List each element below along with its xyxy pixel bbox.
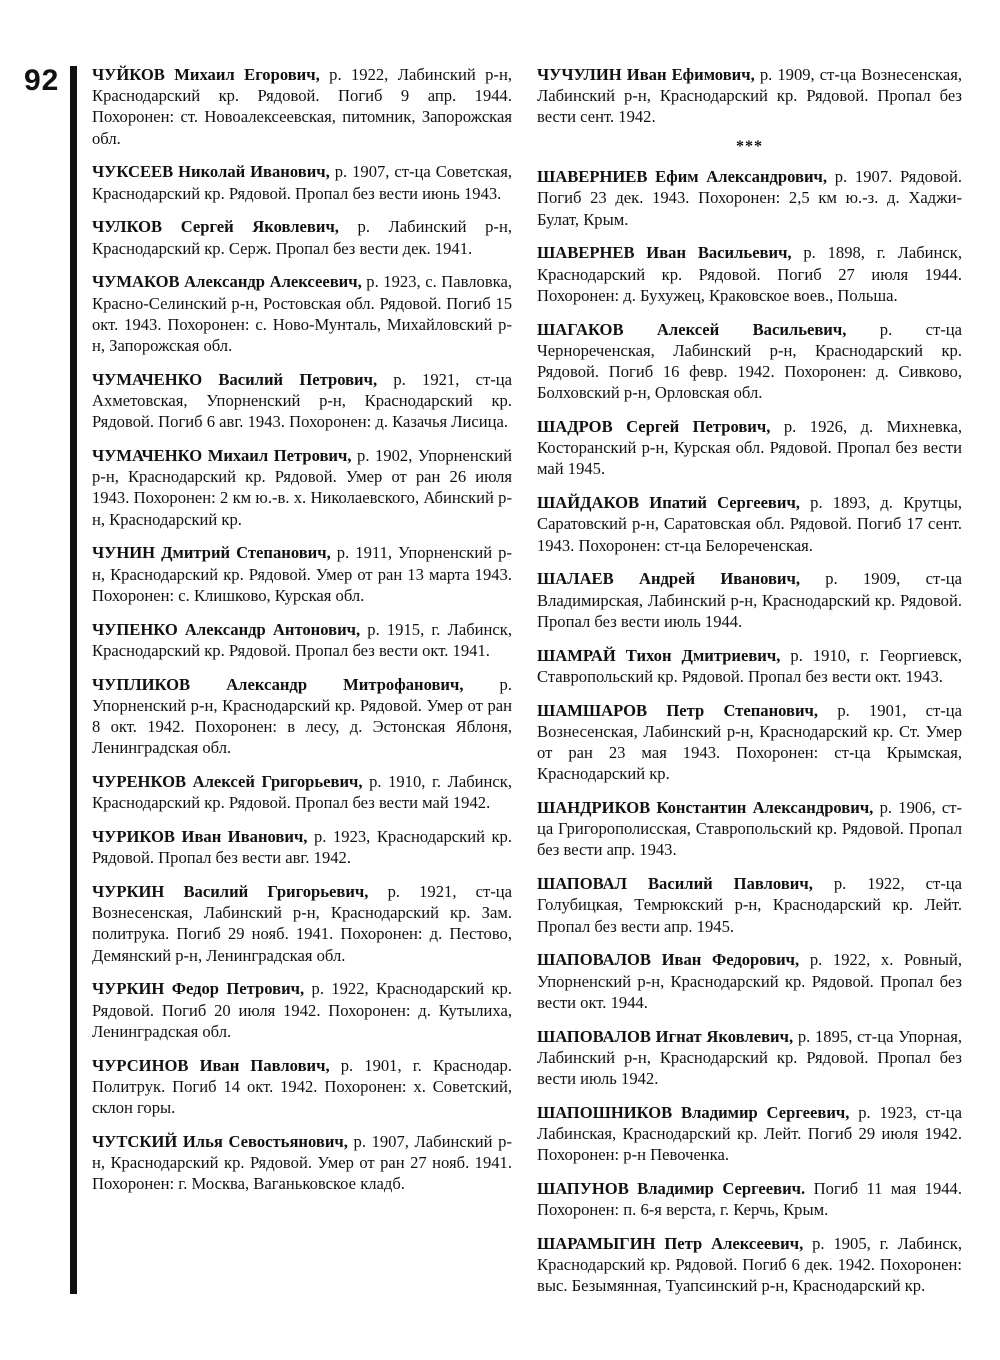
- obituary-entry: [92, 216, 512, 258]
- entry-name: ЧУРЕНКОВ Алексей Григорьевич,: [92, 772, 363, 792]
- obituary-entry: [92, 369, 512, 433]
- obituary-entry: [92, 619, 512, 661]
- obituary-entry: [537, 873, 962, 937]
- obituary-entry: [92, 161, 512, 203]
- obituary-entry: [92, 64, 512, 149]
- entry-name: ШАРАМЫГИН Петр Алексеевич,: [537, 1234, 804, 1254]
- entry-name: ШАЛАЕВ Андрей Иванович,: [537, 569, 800, 589]
- obituary-entry: [537, 1102, 962, 1166]
- entry-name: ЧУРКИН Федор Петрович,: [92, 979, 305, 999]
- margin-rule: [70, 66, 77, 1294]
- obituary-entry: [537, 797, 962, 861]
- entry-details: р. ст-ца Чернореченская, Лабинский р-н, Краснодарский кр. Рядовой. Погиб 16 февр. 1942. Похоронен: д. Сивково, Болховский р-н, Орловская обл.: [537, 319, 962, 403]
- entry-name: ШАМРАЙ Тихон Дмитриевич,: [537, 645, 781, 665]
- entry-details: р. 1898, г. Лабинск, Краснодарский кр. Рядовой. Погиб 27 июля 1944. Похоронен: д. Бухужец, Краковское воев., Польша.: [537, 243, 962, 305]
- entry-name: ЧУПЛИКОВ Александр Митрофанович,: [92, 674, 464, 694]
- entry-details: р. 1922, Краснодарский кр. Рядовой. Погиб 20 июля 1942. Похоронен: д. Кутылиха, Ленинградская обл.: [92, 979, 512, 1041]
- entry-details: р. 1909, ст-ца Владимирская, Лабинский р-н, Краснодарский кр. Рядовой. Пропал без вести июль 1944.: [537, 569, 962, 631]
- entry-name: ШАПОВАЛОВ Иван Федорович,: [537, 950, 800, 970]
- entry-details: р. 1910, г. Георгиевск, Ставропольский кр. Рядовой. Пропал без вести окт. 1943.: [537, 645, 963, 686]
- entry-details: р. 1901, ст-ца Вознесенская, Лабинский р-н, Краснодарский кр. Ст. Умер от ран 23 мая 1943. Похоронен: ст-ца Крымская, Краснодарский кр.: [537, 700, 962, 784]
- entry-name: ШАПОВАЛ Василий Павлович,: [537, 874, 813, 894]
- entry-details: р. 1915, г. Лабинск, Краснодарский кр. Рядовой. Пропал без вести окт. 1941.: [92, 619, 512, 660]
- obituary-entry: [537, 166, 962, 230]
- entry-name: ШАПУНОВ Владимир Сергеевич.: [537, 1179, 806, 1199]
- entry-name: ШАНДРИКОВ Константин Александрович,: [537, 798, 874, 818]
- entry-name: ЧУЙКОВ Михаил Егорович,: [92, 65, 320, 84]
- page-number: 92: [24, 64, 60, 97]
- obituary-entry: [537, 645, 962, 687]
- section-separator: ***: [736, 138, 763, 156]
- entry-name: ШАДРОВ Сергей Петрович,: [537, 417, 771, 437]
- entry-name: ШАГАКОВ Алексей Васильевич,: [537, 319, 847, 339]
- obituary-entry: [92, 674, 512, 759]
- entry-name: ЧУКСЕЕВ Николай Иванович,: [92, 162, 330, 182]
- entry-name: ШАПОШНИКОВ Владимир Сергеевич,: [537, 1102, 850, 1122]
- entry-name: ЧУМАКОВ Александр Алексеевич,: [92, 272, 362, 292]
- entry-name: ШАПОВАЛОВ Игнат Яковлевич,: [537, 1026, 794, 1046]
- entry-name: ШАВЕРНЕВ Иван Васильевич,: [537, 243, 792, 263]
- entry-details: р. 1921, ст-ца Вознесенская, Лабинский р-н, Краснодарский кр. Зам. политрука. Погиб 29 нояб. 1941. Похоронен: д. Пестово, Демянский р-н, Ленинградская обл.: [92, 882, 512, 965]
- obituary-entry: [537, 1026, 962, 1090]
- entry-name: ЧУМАЧЕНКО Василий Петрович,: [92, 369, 378, 389]
- entry-name: ЧУРСИНОВ Иван Павлович,: [92, 1055, 330, 1075]
- entry-details: р. Упорненский р-н, Краснодарский кр. Рядовой. Умер от ран 8 окт. 1942. Похоронен: в лесу, д. Эстонская Яблоня, Ленинградская обл.: [92, 674, 512, 758]
- entry-details: р. 1923, ст-ца Лабинская, Краснодарский кр. Лейт. Погиб 29 июля 1942. Похоронен: р-н Певоченка.: [537, 1102, 962, 1165]
- entry-name: ШАМШАРОВ Петр Степанович,: [537, 700, 819, 720]
- entry-name: ШАЙДАКОВ Ипатий Сергеевич,: [537, 493, 800, 513]
- obituary-entry: [92, 978, 512, 1042]
- entry-details: р. 1907, Лабинский р-н, Краснодарский кр. Рядовой. Умер от ран 27 нояб. 1941. Похоронен: г. Москва, Ваганьковское кладб.: [92, 1131, 512, 1194]
- entry-details: Погиб 11 мая 1944. Похоронен: п. 6-я верста, г. Керчь, Крым.: [537, 1179, 962, 1220]
- entry-details: р. 1909, ст-ца Вознесенская, Лабинский р-н, Краснодарский кр. Рядовой. Пропал без вести сент. 1942.: [537, 65, 962, 127]
- entry-details: р. 1906, ст-ца Григорополисская, Ставропольский кр. Рядовой. Пропал без вести апр. 1943.: [537, 798, 962, 860]
- entry-details: р. 1911, Упорненский р-н, Краснодарский кр. Рядовой. Умер от ран 13 марта 1943. Похоронен: с. Клишково, Курская обл.: [92, 543, 512, 605]
- obituary-entry: [537, 64, 962, 128]
- obituary-entry: [537, 242, 962, 306]
- entry-name: ЧУРКИН Василий Григорьевич,: [92, 882, 369, 902]
- entry-name: ШАВЕРНИЕВ Ефим Александрович,: [537, 167, 828, 187]
- entry-name: ЧУНИН Дмитрий Степанович,: [92, 543, 331, 563]
- entry-details: р. 1901, г. Краснодар. Политрук. Погиб 14 окт. 1942. Похоронен: х. Советский, склон горы.: [92, 1055, 512, 1118]
- entry-details: р. 1910, г. Лабинск, Краснодарский кр. Рядовой. Пропал без вести май 1942.: [92, 772, 512, 813]
- entry-details: р. 1902, Упорненский р-н, Краснодарский кр. Рядовой. Умер от ран 26 июля 1943. Похоронен: 2 км ю.-в. х. Николаевского, Абинский р-н, Краснодарский кр.: [92, 446, 512, 529]
- entry-name: ЧУРИКОВ Иван Иванович,: [92, 827, 308, 847]
- obituary-entry: [537, 568, 962, 632]
- entry-name: ЧУМАЧЕНКО Михаил Петрович,: [92, 446, 352, 466]
- entry-details: р. 1923, с. Павловка, Красно-Селинский р-н, Ростовская обл. Рядовой. Погиб 15 окт. 1943. Похоронен: с. Ново-Мунталь, Михайловский р-н, Запорожская обл.: [92, 272, 512, 356]
- obituary-entry: [537, 1178, 962, 1220]
- left-column: [92, 64, 512, 1207]
- obituary-entry: [92, 881, 512, 966]
- entry-details: р. 1922, Лабинский р-н, Краснодарский кр. Рядовой. Погиб 9 апр. 1944. Похоронен: ст. Новоалексеевская, питомник, Запорожская обл.: [92, 65, 512, 148]
- entry-details: р. 1905, г. Лабинск, Краснодарский кр. Рядовой. Погиб 6 дек. 1942. Похоронен: выс. Безымянная, Туапсинский р-н, Краснодарский кр.: [537, 1234, 962, 1296]
- obituary-entry: [537, 700, 962, 785]
- entry-details: р. 1907, ст-ца Советская, Краснодарский кр. Рядовой. Пропал без вести июнь 1943.: [92, 162, 512, 203]
- entry-name: ЧУЧУЛИН Иван Ефимович,: [537, 65, 755, 84]
- entry-details: р. 1921, ст-ца Ахметовская, Упорненский р-н, Краснодарский кр. Рядовой. Погиб 6 авг. 1943. Похоронен: д. Казачья Лисица.: [92, 369, 512, 432]
- entry-details: р. 1922, ст-ца Голубицкая, Темрюкский р-н, Краснодарский кр. Лейт. Пропал без вести апр. 1945.: [537, 874, 962, 936]
- obituary-entry: [92, 771, 512, 813]
- entry-details: р. Лабинский р-н, Краснодарский кр. Серж. Пропал без вести дек. 1941.: [92, 217, 512, 258]
- obituary-entry: [537, 416, 962, 480]
- entry-details: р. 1895, ст-ца Упорная, Лабинский р-н, Краснодарский кр. Рядовой. Пропал без вести июль 1942.: [537, 1026, 962, 1089]
- entry-details: р. 1907. Рядовой. Погиб 23 дек. 1943. Похоронен: 2,5 км ю.-з. д. Хаджи-Булат, Крым.: [537, 167, 962, 229]
- obituary-entry: [537, 492, 962, 556]
- obituary-entry: [537, 1233, 962, 1297]
- right-column: [537, 64, 962, 1309]
- entry-details: р. 1893, д. Крутцы, Саратовский р-н, Саратовская обл. Рядовой. Погиб 17 сент. 1943. Похоронен: ст-ца Белореченская.: [537, 493, 962, 555]
- entry-details: р. 1922, х. Ровный, Упорненский р-н, Краснодарский кр. Рядовой. Пропал без вести окт. 1944.: [537, 950, 962, 1012]
- entry-name: ЧУТСКИЙ Илья Севостьянович,: [92, 1131, 348, 1151]
- entry-name: ЧУПЕНКО Александр Антонович,: [92, 619, 361, 639]
- entry-details: р. 1923, Краснодарский кр. Рядовой. Пропал без вести авг. 1942.: [92, 827, 513, 868]
- obituary-entry: [92, 1131, 512, 1195]
- obituary-entry: [92, 271, 512, 356]
- obituary-entry: [537, 949, 962, 1013]
- obituary-entry: [92, 445, 512, 530]
- obituary-entry: [92, 542, 512, 606]
- obituary-entry: [92, 826, 512, 868]
- entry-details: р. 1926, д. Михневка, Косторанский р-н, Курская обл. Рядовой. Пропал без вести май 1945.: [537, 417, 962, 479]
- obituary-entry: [92, 1055, 512, 1119]
- obituary-entry: [537, 319, 962, 404]
- entry-name: ЧУЛКОВ Сергей Яковлевич,: [92, 217, 339, 237]
